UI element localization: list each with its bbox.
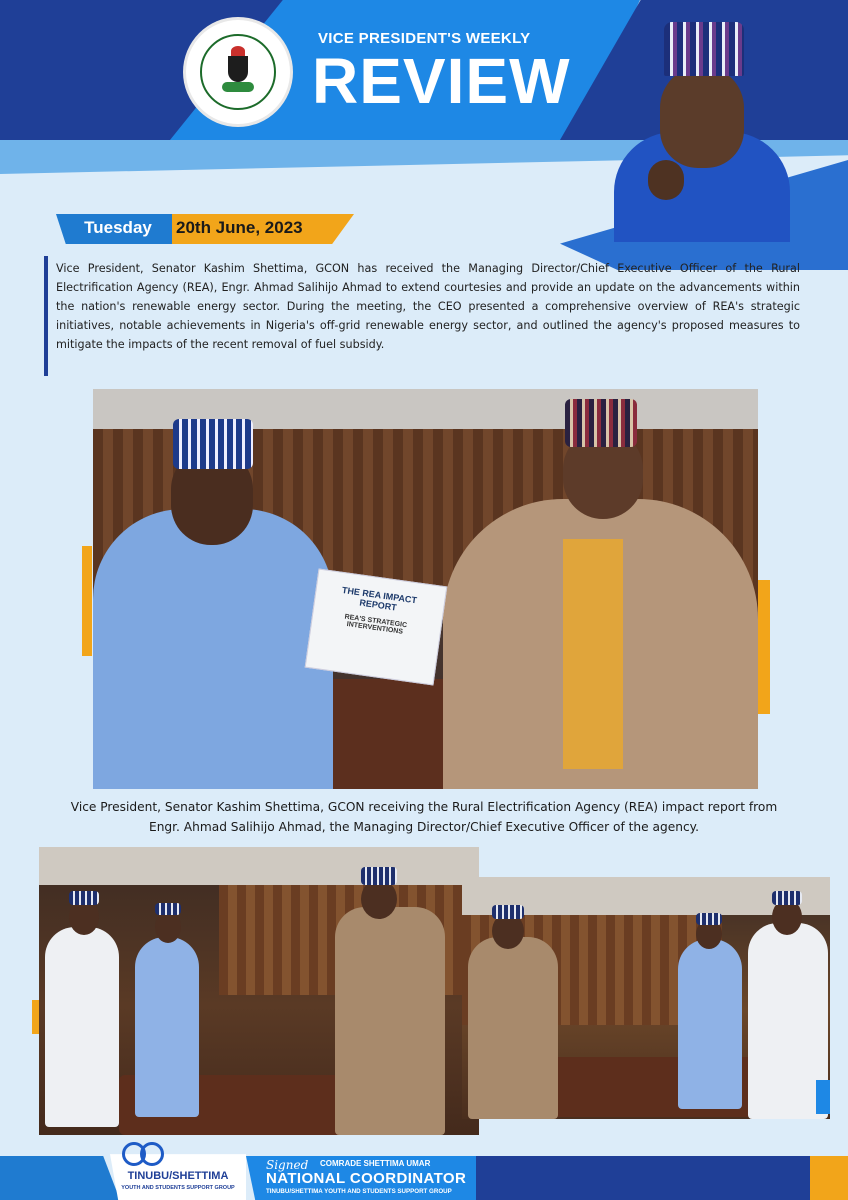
photo-left-person-2-head xyxy=(155,911,181,943)
group-subtitle: YOUTH AND STUDENTS SUPPORT GROUP xyxy=(121,1185,235,1191)
photo-right-person-2-cap xyxy=(696,913,722,925)
masthead-title: REVIEW xyxy=(312,45,571,117)
group-logo-icon-ring xyxy=(140,1142,164,1166)
portrait-hand xyxy=(648,160,684,200)
portrait-cap xyxy=(664,22,744,76)
photo-left-person-1-cap xyxy=(69,891,99,905)
meeting-photo-left xyxy=(39,847,479,1135)
photo-person-right-cap xyxy=(565,399,637,447)
seal-eagle-icon xyxy=(231,46,245,56)
date-date-text: 20th June, 2023 xyxy=(176,218,303,237)
photo-left-person-2 xyxy=(135,937,199,1117)
photo-right-person-1 xyxy=(468,937,558,1119)
photo-left-person-3-head xyxy=(361,879,397,919)
footer-orange-accent xyxy=(810,1156,848,1200)
photo-person-left-cap xyxy=(173,419,253,469)
coordinator-signature: Signed xyxy=(266,1158,309,1172)
decor-blue-bar-bottom xyxy=(816,1080,830,1114)
vice-president-portrait xyxy=(614,10,790,242)
article-body: Vice President, Senator Kashim Shettima, GCON has received the Managing Director/Chief Executive Officer of the Rural Electrification Agency (REA), Engr. Ahmad Salihijo Ahmad to extend courtesies and provide an update on the advancements within the nation's renewable energy sector. During the meeting, the CEO presented a comprehensive overview of REA's strategic initiatives, notable achievements in Nigeria's off-grid renewable energy sector, and outlined the agency's proposed measures to mitigate the impacts of the recent removal of fuel subsidy. xyxy=(56,262,800,351)
footer-band-right xyxy=(476,1156,848,1200)
photo-left-person-1 xyxy=(45,927,119,1127)
photo-right-person-3-cap xyxy=(772,891,802,905)
photo-left-person-3 xyxy=(335,907,445,1135)
group-name: TINUBU/SHETTIMA xyxy=(127,1170,229,1182)
photo-left-person-2-cap xyxy=(155,903,181,915)
portrait-face xyxy=(660,66,744,168)
seal-base-icon xyxy=(222,82,254,92)
date-day-text: Tuesday xyxy=(84,218,152,237)
photo-person-left xyxy=(93,509,333,789)
rea-impact-report xyxy=(305,568,448,685)
seal-shield-icon xyxy=(228,56,248,82)
photo-caption: Vice President, Senator Kashim Shettima, GCON receiving the Rural Electrification Agency (REA) impact report from Engr. Ahmad Salihijo Ahmad, the Managing Director/Chief Executive Officer of the agency. xyxy=(70,800,778,834)
photo-right-person-2 xyxy=(678,939,742,1109)
footer-band-left xyxy=(0,1156,120,1200)
photo-left-person-3-cap xyxy=(361,867,397,885)
decor-orange-bar-left xyxy=(82,546,92,656)
coordinator-title: NATIONAL COORDINATOR xyxy=(266,1170,467,1187)
meeting-photo-right xyxy=(462,877,830,1119)
body-accent-rule xyxy=(44,256,48,376)
photo-right-person-1-cap xyxy=(492,905,524,919)
coordinator-organization: TINUBU/SHETTIMA YOUTH AND STUDENTS SUPPORT GROUP xyxy=(266,1188,452,1195)
report-subtitle: REA'S STRATEGIC INTERVENTIONS xyxy=(344,613,408,636)
photo-person-right-tunic xyxy=(563,539,623,769)
main-photo xyxy=(93,389,758,789)
coordinator-name: COMRADE SHETTIMA UMAR xyxy=(320,1159,431,1168)
report-title: THE REA IMPACT REPORT xyxy=(341,584,418,613)
masthead-kicker: VICE PRESIDENT'S WEEKLY xyxy=(318,30,531,47)
photo-left-ceiling xyxy=(39,847,479,885)
decor-orange-bar-right xyxy=(758,580,770,714)
